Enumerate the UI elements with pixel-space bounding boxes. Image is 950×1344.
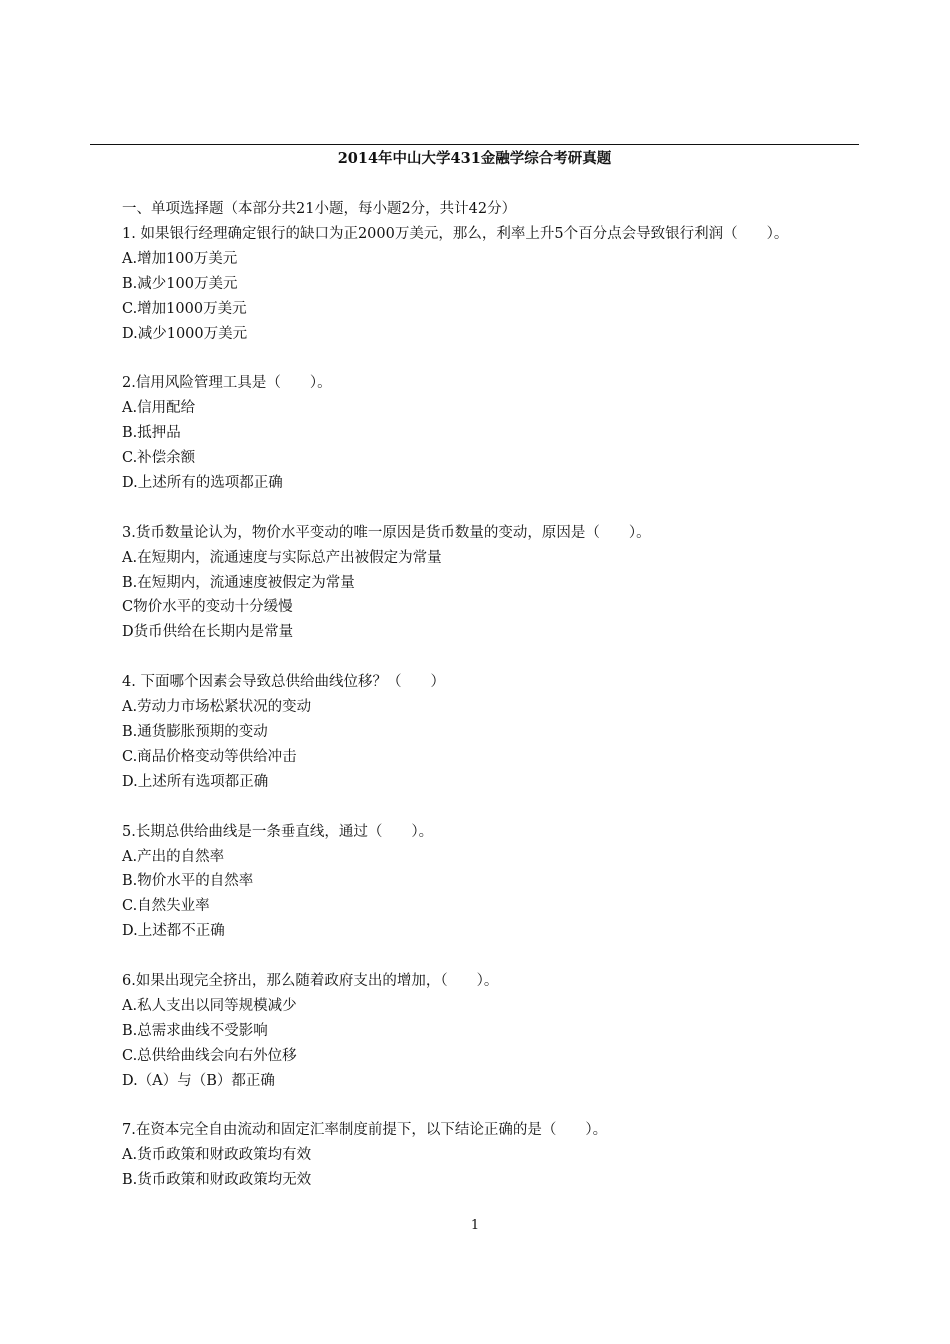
spacer xyxy=(98,795,864,820)
question-2-option-d: D.上述所有的选项都正确 xyxy=(122,474,283,491)
question-4-option-b: B.通货膨胀预期的变动 xyxy=(122,723,268,740)
question-5-option-d: D.上述都不正确 xyxy=(122,923,225,940)
section-header: 一、单项选择题（本部分共21小题，每小题2分，共计42分） xyxy=(122,201,517,217)
question-1-option-a: A.增加100万美元 xyxy=(122,250,238,267)
page-number: 1 xyxy=(470,1218,480,1233)
question-1-option-b: B.减少100万美元 xyxy=(122,275,238,292)
question-6-stem: 6.如果出现完全挤出，那么随着政府支出的增加，（ ）。 xyxy=(122,973,499,990)
question-5-option-a: A.产出的自然率 xyxy=(122,848,225,865)
question-1-stem: 1. 如果银行经理确定银行的缺口为正2000万美元，那么，利率上升5个百分点会导致银行利润（ ）。 xyxy=(122,225,789,242)
spacer xyxy=(98,346,864,371)
question-3-option-d: D货币供给在长期内是常量 xyxy=(122,624,294,641)
document-body xyxy=(98,197,864,1193)
question-2-option-c: C.补偿余额 xyxy=(122,450,196,467)
question-5-option-c: C.自然失业率 xyxy=(122,898,210,915)
spacer xyxy=(98,944,864,969)
question-3-option-c: C物价水平的变动十分缓慢 xyxy=(122,599,293,616)
question-3-option-b: B.在短期内，流通速度被假定为常量 xyxy=(122,574,355,591)
question-4-option-a: A.劳动力市场松紧状况的变动 xyxy=(122,699,312,716)
question-6-option-b: B.总需求曲线不受影响 xyxy=(122,1022,268,1039)
header-rule xyxy=(90,144,859,145)
spacer xyxy=(98,1094,864,1119)
question-2-option-a: A.信用配给 xyxy=(122,400,196,417)
question-5-option-b: B.物价水平的自然率 xyxy=(122,873,254,890)
question-1-option-c: C.增加1000万美元 xyxy=(122,300,247,317)
question-1-option-d: D.减少1000万美元 xyxy=(122,325,248,342)
question-6-option-c: C.总供给曲线会向右外位移 xyxy=(122,1047,297,1064)
question-4-option-c: C.商品价格变动等供给冲击 xyxy=(122,748,297,765)
document-title: 2014年中山大学431金融学综合考研真题 xyxy=(337,150,612,167)
question-6-option-a: A.私人支出以同等规模减少 xyxy=(122,997,297,1014)
question-7-option-b: B.货币政策和财政政策均无效 xyxy=(122,1172,312,1189)
question-2-option-b: B.抵押品 xyxy=(122,425,181,442)
question-3-option-a: A.在短期内，流通速度与实际总产出被假定为常量 xyxy=(122,549,442,566)
question-6-option-d: D.（A）与（B）都正确 xyxy=(122,1072,275,1089)
question-3-stem: 3.货币数量论认为，物价水平变动的唯一原因是货币数量的变动，原因是（ ）。 xyxy=(122,524,651,541)
question-7-option-a: A.货币政策和财政政策均有效 xyxy=(122,1147,312,1164)
spacer xyxy=(98,645,864,670)
question-5-stem: 5.长期总供给曲线是一条垂直线，通过（ ）。 xyxy=(122,823,434,840)
question-4-option-d: D.上述所有选项都正确 xyxy=(122,773,269,790)
question-7-stem: 7.在资本完全自由流动和固定汇率制度前提下，以下结论正确的是（ ）。 xyxy=(122,1122,608,1139)
spacer xyxy=(98,496,864,521)
question-2-stem: 2.信用风险管理工具是（ ）。 xyxy=(122,375,332,392)
question-4-stem: 4. 下面哪个因素会导致总供给曲线位移？（ ） xyxy=(122,674,445,691)
